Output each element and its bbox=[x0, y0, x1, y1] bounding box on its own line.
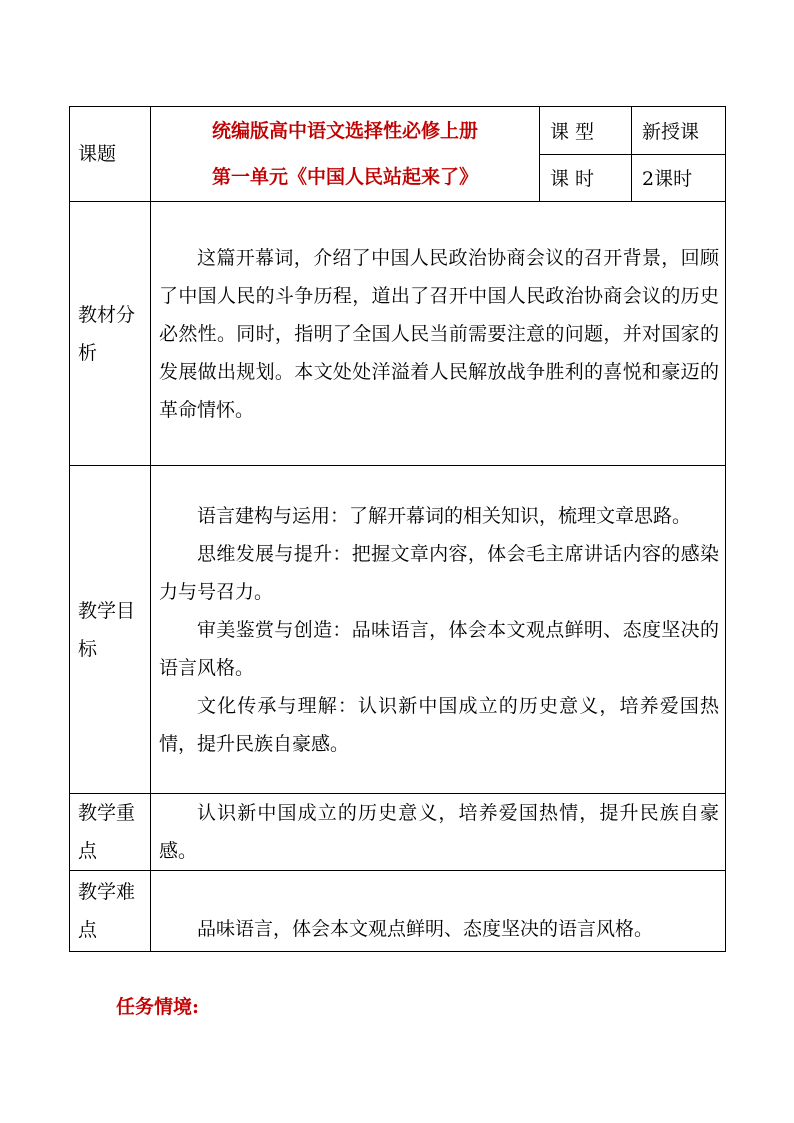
teaching-objectives bbox=[151, 466, 726, 794]
lesson-type-value: 新授课 bbox=[632, 107, 726, 155]
lesson-plan-table bbox=[69, 106, 726, 952]
difficulties-label: 教学难点 bbox=[70, 871, 151, 952]
objective-item: 文化传承与理解：认识新中国成立的历史意义，培养爱国热情，提升民族自豪感。 bbox=[159, 694, 719, 755]
lesson-title-line2: 第一单元《中国人民站起来了》 bbox=[211, 166, 478, 188]
task-heading: 任务情境: bbox=[116, 996, 200, 1018]
material-label: 教材分析 bbox=[70, 202, 151, 466]
material-text: 这篇开幕词，介绍了中国人民政治协商会议的召开背景，回顾了中国人民的斗争历程，道出了召开中国人民政治协商会议的历史必然性。同时，指明了全国人民当前需要注意的问题，并对国家的发展做出规划。本文处处洋溢着人民解放战争胜利的喜悦和豪迈的革命情怀。 bbox=[159, 246, 719, 421]
lesson-hours-label: 课 时 bbox=[540, 154, 632, 202]
lesson-type-label: 课 型 bbox=[540, 107, 632, 155]
objective-item: 审美鉴赏与创造：品味语言，体会本文观点鲜明、态度坚决的语言风格。 bbox=[159, 618, 719, 679]
key-points-label: 教学重点 bbox=[70, 794, 151, 871]
lesson-hours-value: 2课时 bbox=[632, 154, 726, 202]
key-points-text: 认识新中国成立的历史意义，培养爱国热情，提升民族自豪感。 bbox=[159, 802, 719, 862]
key-points-row bbox=[70, 794, 726, 871]
objectives-row bbox=[70, 466, 726, 794]
difficulties-text: 品味语言，体会本文观点鲜明、态度坚决的语言风格。 bbox=[197, 918, 654, 940]
objectives-label: 教学目标 bbox=[70, 466, 151, 794]
header-row-1 bbox=[70, 107, 726, 155]
topic-label: 课题 bbox=[70, 107, 151, 202]
objective-item: 语言建构与运用：了解开幕词的相关知识，梳理文章思路。 bbox=[197, 504, 692, 527]
material-analysis bbox=[151, 202, 726, 466]
difficulties-row bbox=[70, 871, 726, 952]
objective-item: 思维发展与提升：把握文章内容，体会毛主席讲话内容的感染力与号召力。 bbox=[159, 542, 719, 603]
difficulties bbox=[151, 871, 726, 952]
key-points bbox=[151, 794, 726, 871]
material-row bbox=[70, 202, 726, 466]
lesson-title bbox=[151, 107, 540, 202]
lesson-title-line1: 统编版高中语文选择性必修上册 bbox=[211, 120, 478, 142]
